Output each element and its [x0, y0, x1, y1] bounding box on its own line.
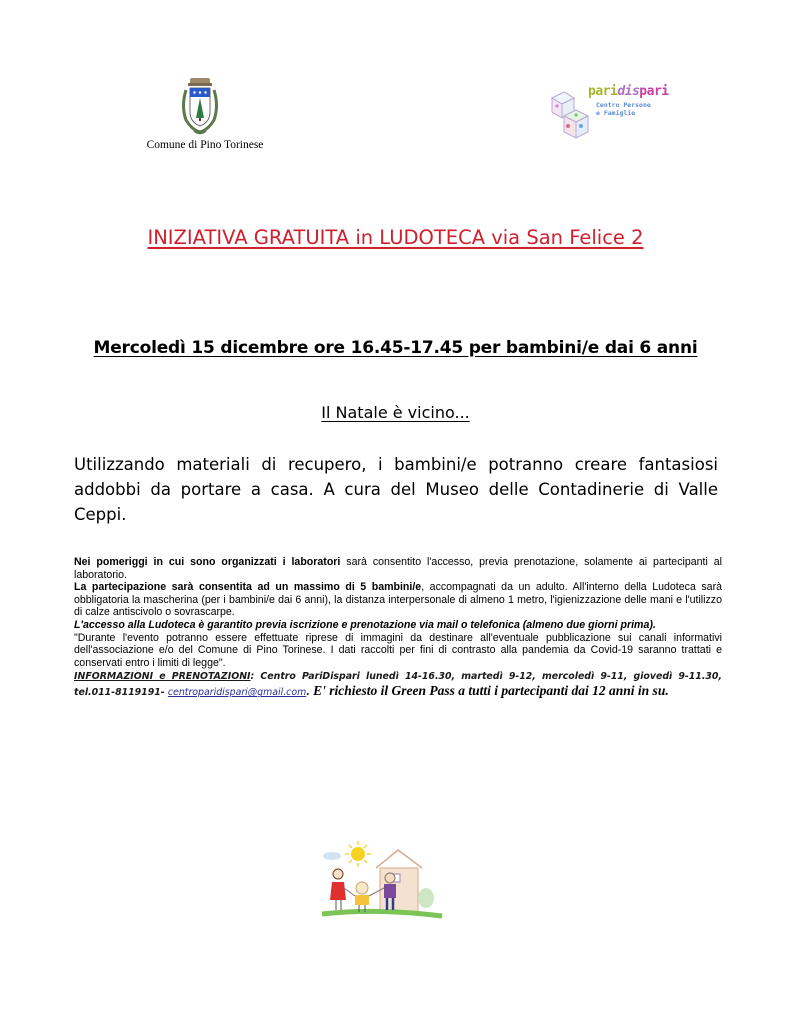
info-text: : Centro PariDispari lunedì 14-16.30, martedì 9-12, mercoledì 9-11, giovedì 9-11.30, tel.011-8119191- [74, 671, 722, 699]
comune-name: Comune di Pino Torinese [146, 139, 264, 151]
rules-paragraph-booking: L'accesso alla Ludoteca è garantito previa iscrizione e prenotazione via mail o telefonica (almeno due giorni prima). [74, 618, 656, 631]
children-drawing-illustration [318, 838, 446, 924]
paridispari-logo-title: paridispari [588, 84, 669, 99]
comune-coat-of-arms-logo [176, 76, 224, 138]
info-label: INFORMAZIONI e PRENOTAZIONI [74, 671, 251, 683]
rules-paragraph-privacy: "Durante l'evento potranno essere effettuate riprese di immagini da destinare all'eventuale pubblicazione sui canali informativi dell'associazione e/o del Comune di Pino Torinese. I dati raccolti per fini di contrasto alla pandemia da Covid-19 saranno trattati e conservati entro i limiti di legge". [74, 631, 722, 669]
paridispari-logo-subtitle-2: e Famiglie [596, 109, 636, 117]
event-subtitle-text: Il Natale è vicino... [321, 403, 470, 422]
rules-paragraph-access: Nei pomeriggi in cui sono organizzati i laboratori sarà consentito l'accesso, previa prenotazione, solamente ai partecipanti al laboratorio. [74, 556, 722, 581]
rules-section [74, 556, 722, 700]
event-description: Utilizzando materiali di recupero, i bambini/e potranno creare fantasiosi addobbi da portare a casa. A cura del Museo delle Contadinerie di Valle Ceppi. [74, 455, 718, 524]
green-pass-notice: E' richiesto il Green Pass a tutti i partecipanti dai 12 anni in su. [309, 683, 669, 699]
rules-paragraph-info: INFORMAZIONI e PRENOTAZIONI: Centro PariDispari lunedì 14-16.30, martedì 9-12, mercoledì 9-11, giovedì 9-11.30, tel.011-8119191- centroparidispari@gmail.com. E' richiesto il Green Pass a tutti i partecipanti dai 12 anni in su. [74, 671, 722, 699]
paridispari-logo-subtitle-1: Centro Persone [596, 101, 651, 109]
event-date [0, 338, 791, 358]
headline [0, 226, 791, 249]
email-link[interactable]: centroparidispari@gmail.com [167, 687, 307, 699]
rules-paragraph-participation: La partecipazione sarà consentita ad un massimo di 5 bambini/e, accompagnati da un adulto. All'interno della Ludoteca sarà obbligatoria la mascherina (per i bambini/e dai 6 anni), la distanza interpersonale di almeno 1 metro, l'igienizzazione delle mani e l'utilizzo di calze antiscivolo o sovrascarpe. [74, 581, 722, 619]
event-date-text: Mercoledì 15 dicembre ore 16.45-17.45 per bambini/e dai 6 anni [93, 338, 698, 358]
paridispari-logo [548, 82, 668, 142]
event-subtitle [0, 403, 791, 422]
headline-text: INIZIATIVA GRATUITA in LUDOTECA via San Felice 2 [147, 226, 644, 249]
